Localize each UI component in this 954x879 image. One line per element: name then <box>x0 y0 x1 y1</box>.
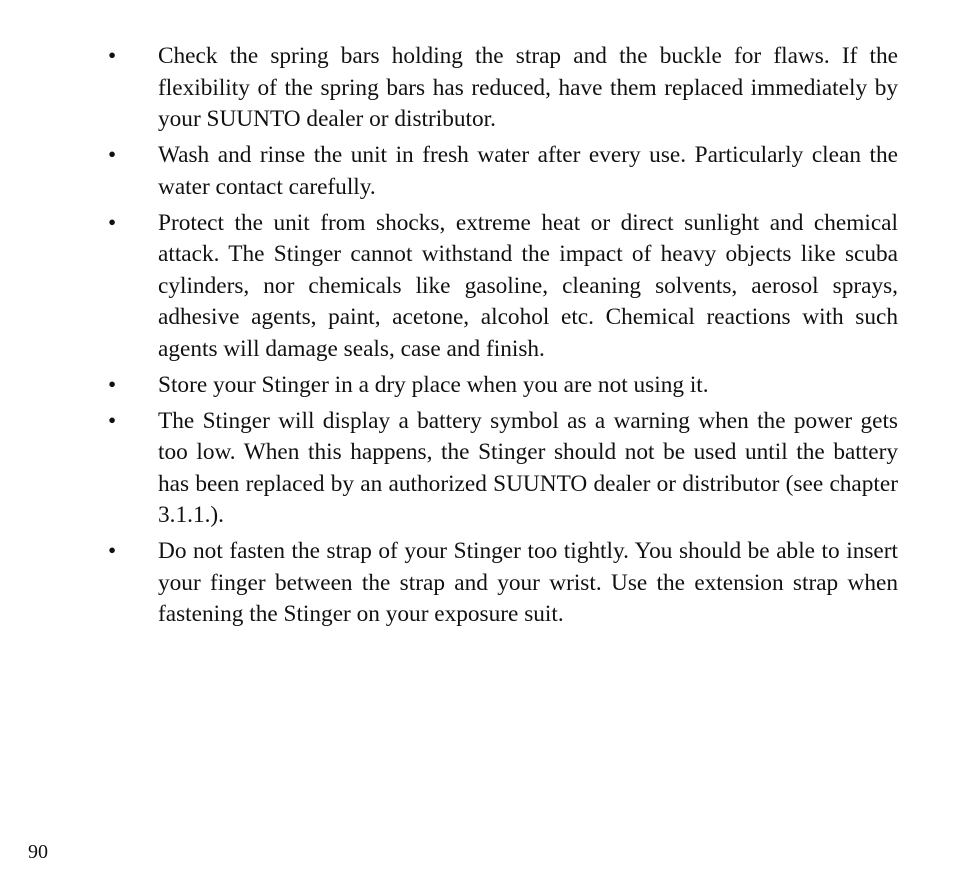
list-item-text: Store your Stinger in a dry place when you are not using it. <box>158 371 709 398</box>
list-item <box>108 536 898 631</box>
bullet-icon: • <box>108 142 117 168</box>
list-item <box>108 208 898 366</box>
bullet-icon: • <box>108 209 117 236</box>
list-item <box>108 370 898 402</box>
list-item-text: Protect the unit from shocks, extreme heat or direct sunlight and chemical attack. The Stinger cannot withstand the impact of heavy objects like scuba cylinders, nor chemicals like gasoline, cleaning solvents, aerosol sprays, adhesive agents, paint, acetone, alcohol etc. Chemical reactions with such agents will damage seals, case and finish. <box>158 209 898 362</box>
bullet-icon: • <box>108 538 117 564</box>
list-item <box>108 140 898 203</box>
care-instructions-list <box>108 41 898 635</box>
list-item-text: Wash and rinse the unit in fresh water after every use. Particularly clean the water contact carefully. <box>158 142 898 200</box>
list-item-text: Check the spring bars holding the strap and the buckle for flaws. If the flexibility of the spring bars has reduced, have them replaced immediately by your SUUNTO dealer or distributor. <box>158 43 898 132</box>
list-item-text: Do not fasten the strap of your Stinger too tightly. You should be able to insert your finger between the strap and your wrist. Use the extension strap when fastening the Stinger on your exposure suit. <box>158 538 898 627</box>
list-item <box>108 406 898 532</box>
page-number: 90 <box>28 841 48 863</box>
bullet-icon: • <box>108 43 117 69</box>
bullet-icon: • <box>108 371 117 398</box>
list-item-text: The Stinger will display a battery symbol as a warning when the power gets too low. When this happens, the Stinger should not be used until the battery has been replaced by an authorized SUUNTO dealer or distributor (see chapter 3.1.1.). <box>158 407 898 528</box>
bullet-icon: • <box>108 407 117 434</box>
list-item <box>108 41 898 136</box>
